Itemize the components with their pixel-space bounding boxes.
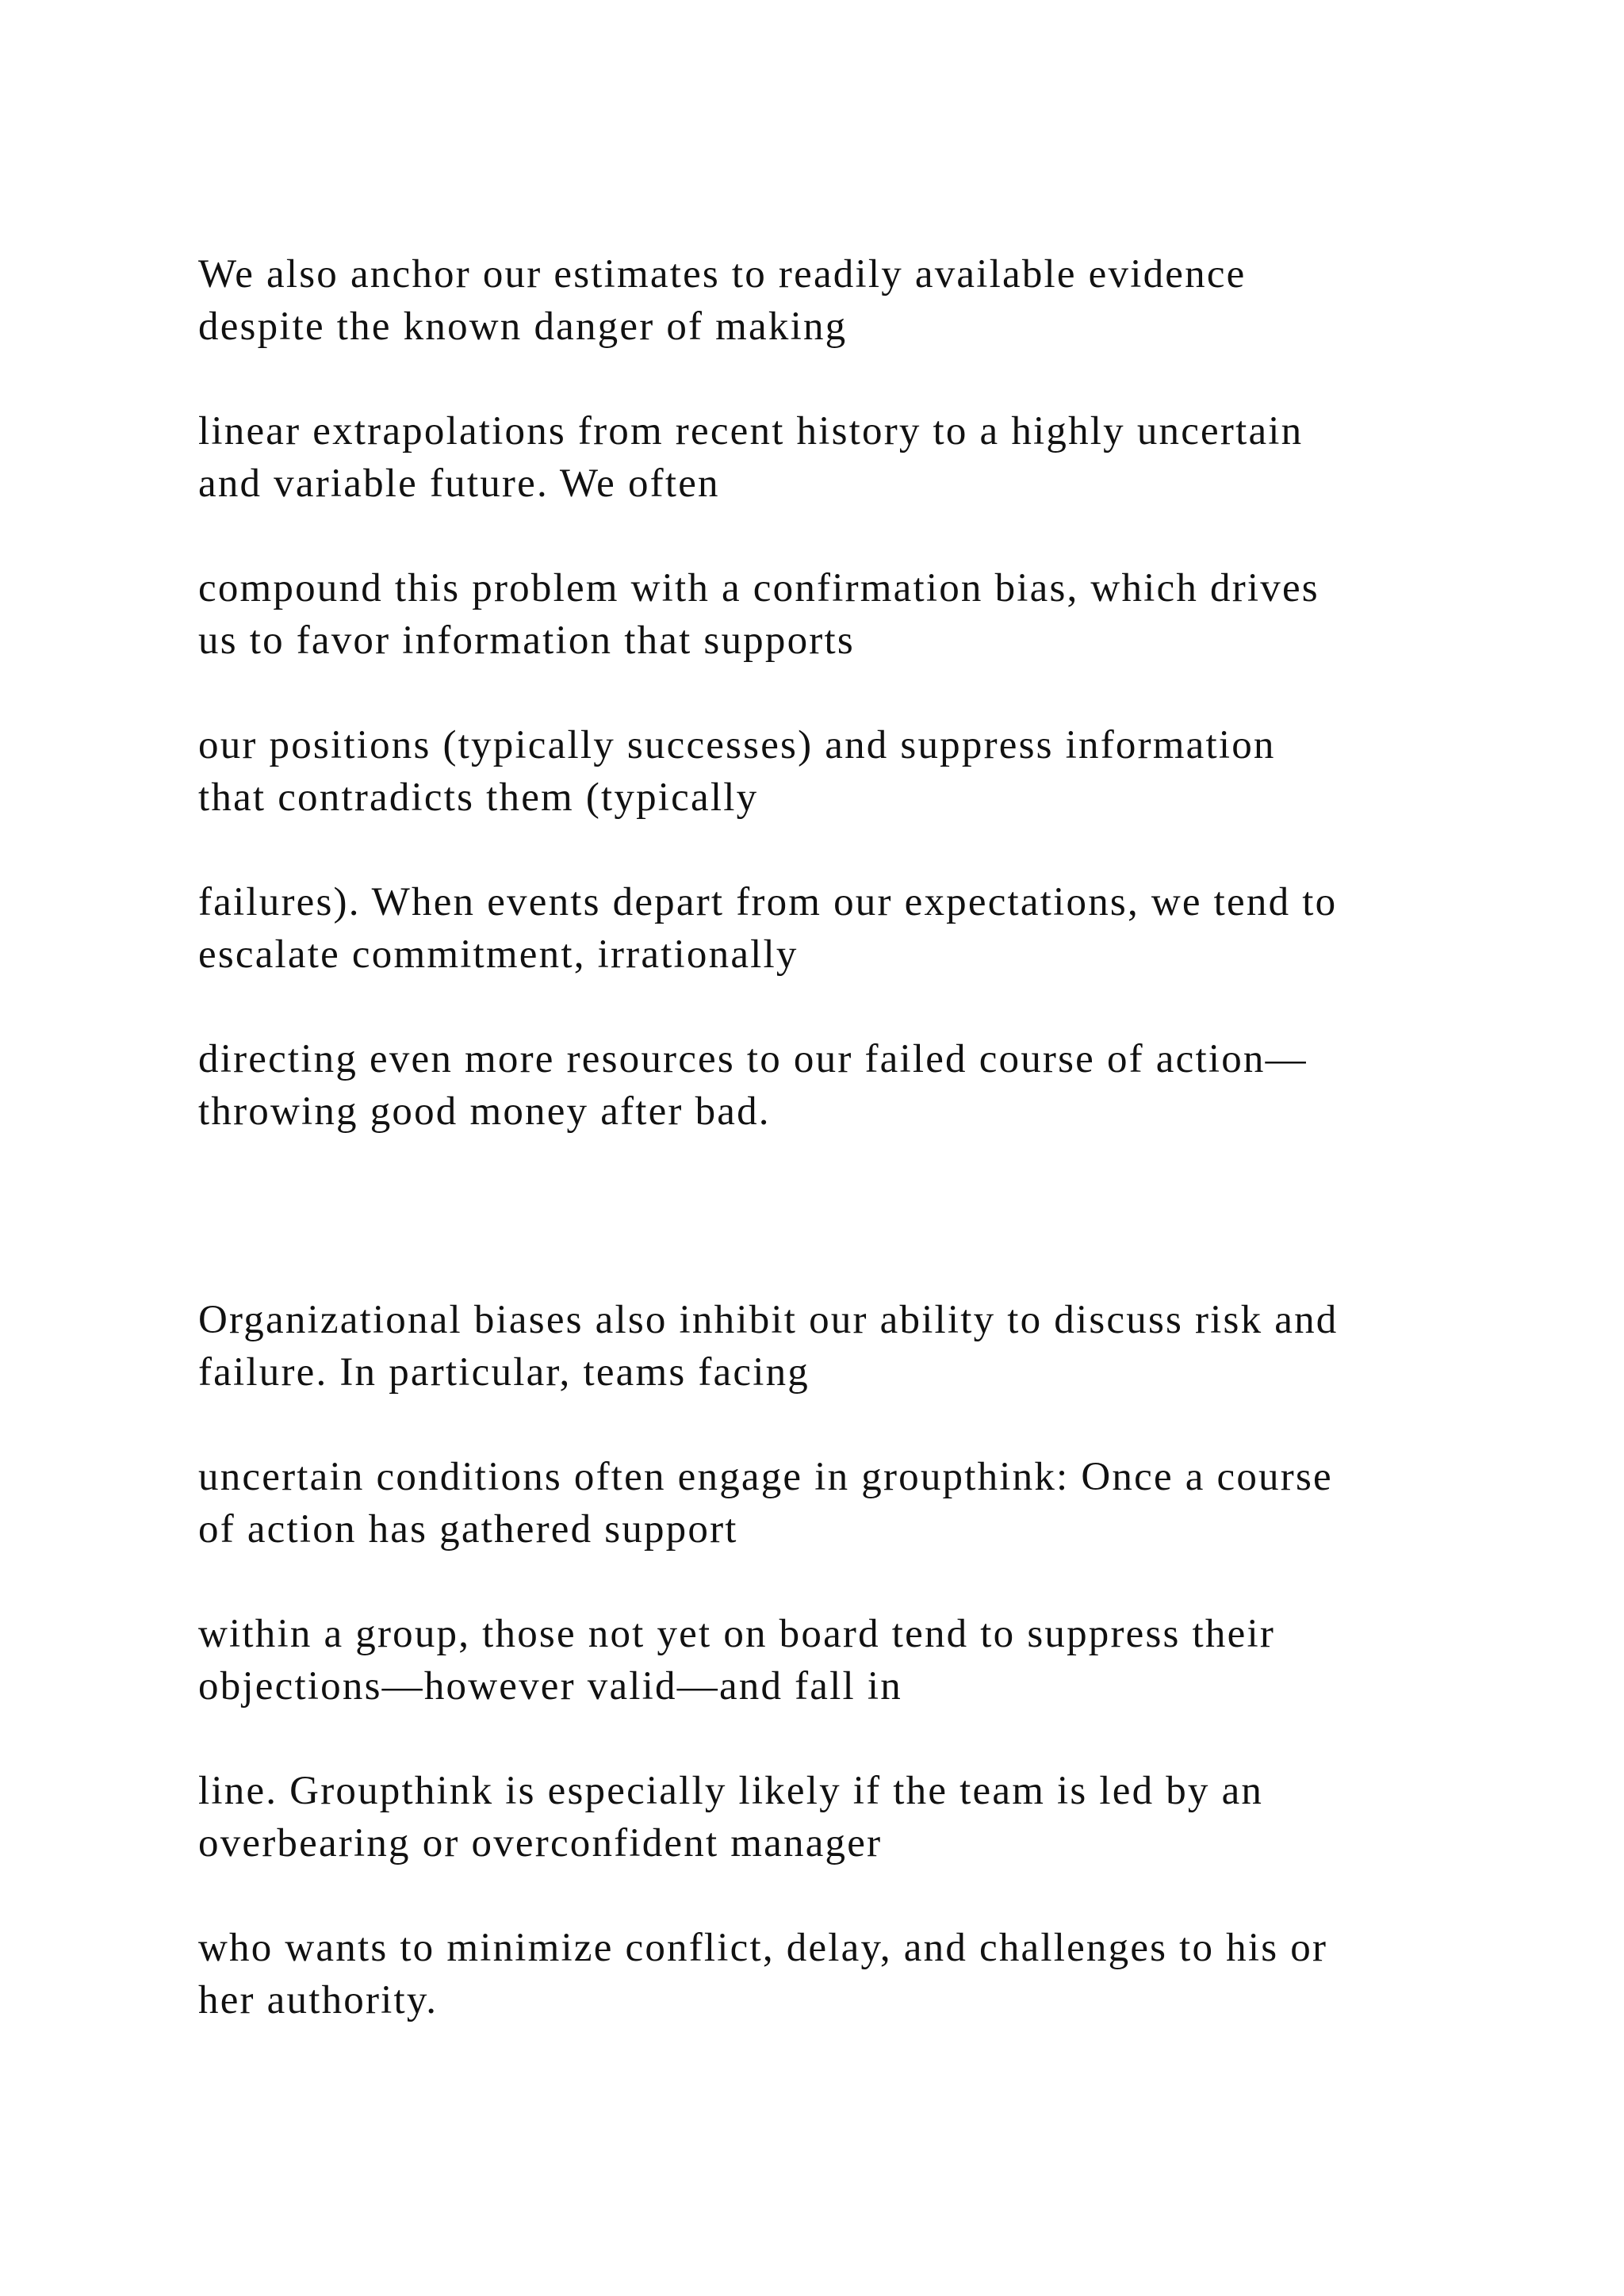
text-line: that contradicts them (typically xyxy=(198,775,759,820)
paragraph xyxy=(198,876,1435,981)
text-line: throwing good money after bad. xyxy=(198,1089,771,1134)
text-line: failure. In particular, teams facing xyxy=(198,1350,810,1395)
text-line: despite the known danger of making xyxy=(198,304,848,349)
paragraph xyxy=(198,1033,1435,1138)
paragraph xyxy=(198,562,1435,667)
paragraph xyxy=(198,1922,1435,2026)
text-line: We also anchor our estimates to readily available evidence xyxy=(198,252,1247,297)
paragraph xyxy=(198,1765,1435,1869)
text-line: of action has gathered support xyxy=(198,1507,738,1552)
text-line: her authority. xyxy=(198,1978,439,2022)
text-line: objections—however valid—and fall in xyxy=(198,1664,902,1709)
text-line: uncertain conditions often engage in groupthink: Once a course xyxy=(198,1455,1333,1499)
text-line: within a group, those not yet on board tend to suppress their xyxy=(198,1612,1276,1656)
text-line: directing even more resources to our failed course of action— xyxy=(198,1037,1308,1081)
paragraph xyxy=(198,1451,1435,1556)
text-line: who wants to minimize conflict, delay, and challenges to his or xyxy=(198,1926,1328,1970)
text-line: escalate commitment, irrationally xyxy=(198,932,799,977)
paragraph xyxy=(198,405,1435,510)
paragraph xyxy=(198,248,1435,353)
paragraph xyxy=(198,1294,1435,1399)
text-line: linear extrapolations from recent history to a highly uncertain xyxy=(198,409,1304,453)
text-line: failures). When events depart from our expectations, we tend to xyxy=(198,880,1338,924)
text-line: line. Groupthink is especially likely if the team is led by an xyxy=(198,1769,1264,1813)
text-line: us to favor information that supports xyxy=(198,618,855,663)
text-line: compound this problem with a confirmation bias, which drives xyxy=(198,566,1320,610)
text-line: and variable future. We often xyxy=(198,461,720,506)
text-line: overbearing or overconfident manager xyxy=(198,1821,883,1866)
paragraph xyxy=(198,1608,1435,1712)
text-line: Organizational biases also inhibit our ability to discuss risk and xyxy=(198,1298,1339,1342)
text-line: our positions (typically successes) and suppress information xyxy=(198,723,1276,767)
paragraph xyxy=(198,719,1435,824)
